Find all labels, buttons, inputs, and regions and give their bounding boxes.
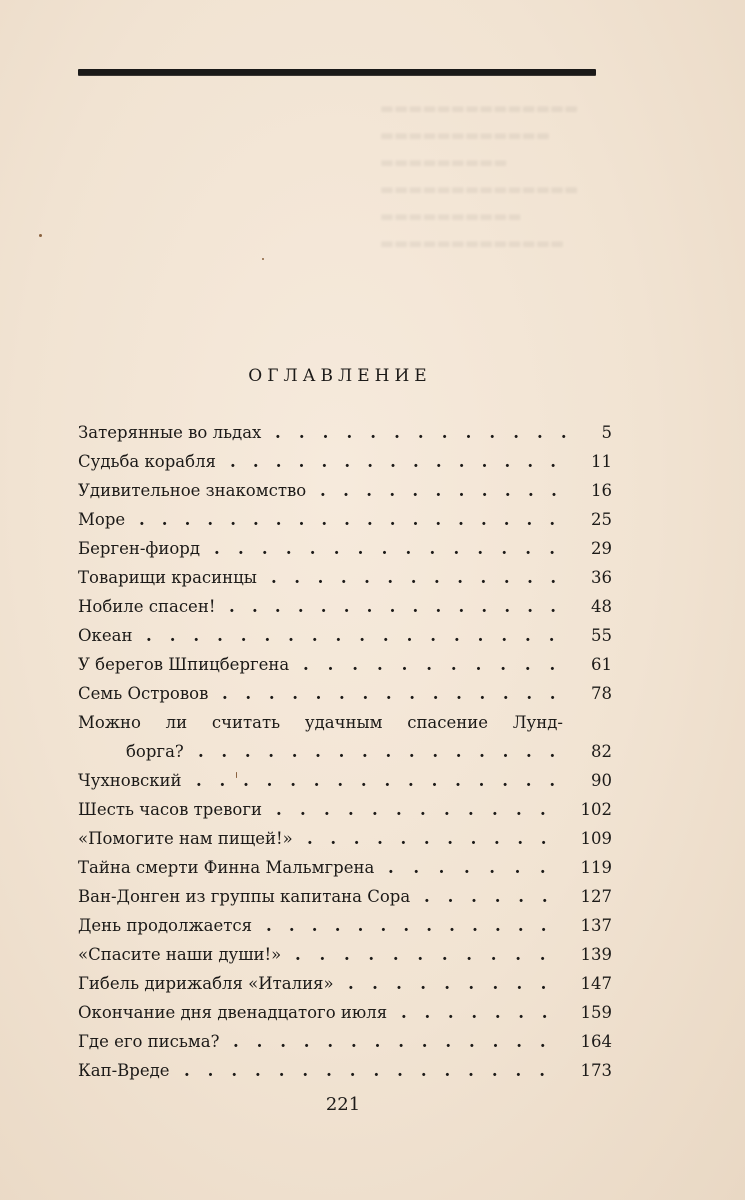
dot-leader: ............. [271, 568, 574, 587]
toc-entry [78, 853, 618, 882]
toc-list [78, 418, 618, 1085]
toc-entry-title: Тайна смерти Финна Мальмгрена [78, 858, 375, 877]
toc-entry-page: 164 [580, 1032, 612, 1051]
toc-entry-page: 109 [580, 829, 612, 848]
dot-leader: ............... [230, 452, 574, 471]
toc-entry-title: Нобиле спасен! [78, 597, 216, 616]
toc-entry [78, 708, 618, 766]
toc-entry-page: 82 [591, 742, 612, 761]
dot-leader: ........... [307, 829, 565, 848]
toc-entry-title: Удивительное знакомство [78, 481, 307, 500]
toc-entry-title: Товарищи красинцы [78, 568, 257, 587]
toc-entry [78, 998, 618, 1027]
toc-entry [78, 650, 618, 679]
dot-leader: ...... [424, 887, 566, 906]
toc-entry-page: 137 [580, 916, 612, 935]
toc-entry-page: 159 [580, 1003, 612, 1022]
dot-leader: ............. [275, 423, 585, 442]
toc-entry-page: 11 [591, 452, 612, 471]
toc-heading: ОГЛАВЛЕНИЕ [248, 366, 432, 386]
toc-entry-title: Гибель дирижабля «Италия» [78, 974, 334, 993]
toc-entry [78, 679, 618, 708]
dot-leader: ............... [214, 539, 574, 558]
toc-entry-title: Ван-Донген из группы капитана Сора [78, 887, 411, 906]
toc-entry-title: Можно ли считать удачным спасение Лунд- [78, 713, 563, 732]
dot-leader: .................. [146, 626, 573, 645]
dot-leader: ................... [139, 510, 573, 529]
toc-entry-page: 55 [591, 626, 612, 645]
toc-entry-page: 119 [580, 858, 612, 877]
toc-entry [78, 505, 618, 534]
dot-leader: ................ [196, 771, 573, 790]
toc-entry-title: Берген-фиорд [78, 539, 201, 558]
toc-entry [78, 766, 618, 795]
toc-entry [78, 418, 618, 447]
dot-leader: ............... [222, 684, 574, 703]
toc-entry-title: «Спасите наши души!» [78, 945, 282, 964]
dot-leader: ............. [266, 916, 564, 935]
page-number: 221 [325, 1094, 361, 1115]
toc-entry [78, 911, 618, 940]
dot-leader: ................ [184, 1061, 563, 1080]
dot-leader: .............. [233, 1032, 564, 1051]
toc-entry [78, 447, 618, 476]
toc-entry-page: 139 [580, 945, 612, 964]
dot-leader: ......... [348, 974, 565, 993]
toc-entry-continuation: борга? [126, 742, 184, 761]
dot-leader: ........... [320, 481, 575, 500]
toc-entry-title: У берегов Шпицбергена [78, 655, 290, 674]
bleed-through-text: ▬▬▬▬▬▬▬▬▬▬▬▬▬▬ ▬▬▬▬▬▬▬▬▬▬▬▬ ▬▬▬▬▬▬▬▬▬ ▬▬▬▬▬▬▬▬▬▬▬▬▬▬ ▬▬▬▬▬▬▬▬▬▬ ▬▬▬▬▬▬▬▬▬▬▬▬▬ [380, 99, 579, 252]
toc-entry-page: 25 [591, 510, 612, 529]
toc-entry-title: Семь Островов [78, 684, 209, 703]
toc-entry-title: Окончание дня двенадцатого июля [78, 1003, 388, 1022]
toc-entry-page: 147 [580, 974, 612, 993]
toc-entry-title: Шесть часов тревоги [78, 800, 262, 819]
dot-leader: ............... [229, 597, 574, 616]
header-rule [78, 69, 596, 75]
toc-entry-title: День продолжается [78, 916, 253, 935]
toc-entry-page: 5 [601, 423, 612, 442]
toc-entry [78, 824, 618, 853]
toc-entry [78, 621, 618, 650]
toc-entry-title: Кап-Вреде [78, 1061, 170, 1080]
toc-entry-title: Океан [78, 626, 133, 645]
toc-entry [78, 882, 618, 911]
toc-entry-title: «Помогите нам пищей!» [78, 829, 293, 848]
dot-leader: ............ [276, 800, 564, 819]
dot-leader: ........... [295, 945, 565, 964]
toc-entry [78, 795, 618, 824]
toc-entry-title: Где его письма? [78, 1032, 220, 1051]
toc-entry-page: 127 [580, 887, 612, 906]
toc-entry [78, 1056, 618, 1085]
toc-entry-page: 78 [591, 684, 612, 703]
toc-entry [78, 940, 618, 969]
toc-entry-page: 173 [580, 1061, 612, 1080]
toc-entry-page: 61 [591, 655, 612, 674]
toc-entry [78, 476, 618, 505]
toc-entry-title: Море [78, 510, 126, 529]
toc-entry-page: 36 [591, 568, 612, 587]
toc-entry [78, 1027, 618, 1056]
toc-entry-page: 90 [591, 771, 612, 790]
dot-leader: ................ [198, 742, 573, 761]
dot-leader: ........... [303, 655, 575, 674]
paper-speck [262, 258, 264, 260]
dot-leader: ....... [401, 1003, 566, 1022]
toc-entry-page: 102 [580, 800, 612, 819]
dot-leader: ....... [388, 858, 566, 877]
toc-entry-title: Затерянные во льдах [78, 423, 262, 442]
toc-entry [78, 534, 618, 563]
toc-entry-title: Чухновский [78, 771, 182, 790]
toc-entry-page: 16 [591, 481, 612, 500]
toc-entry [78, 592, 618, 621]
toc-entry [78, 563, 618, 592]
paper-speck [39, 234, 42, 237]
toc-entry-page: 29 [591, 539, 612, 558]
toc-entry [78, 969, 618, 998]
toc-entry-title: Судьба корабля [78, 452, 216, 471]
toc-entry-page: 48 [591, 597, 612, 616]
